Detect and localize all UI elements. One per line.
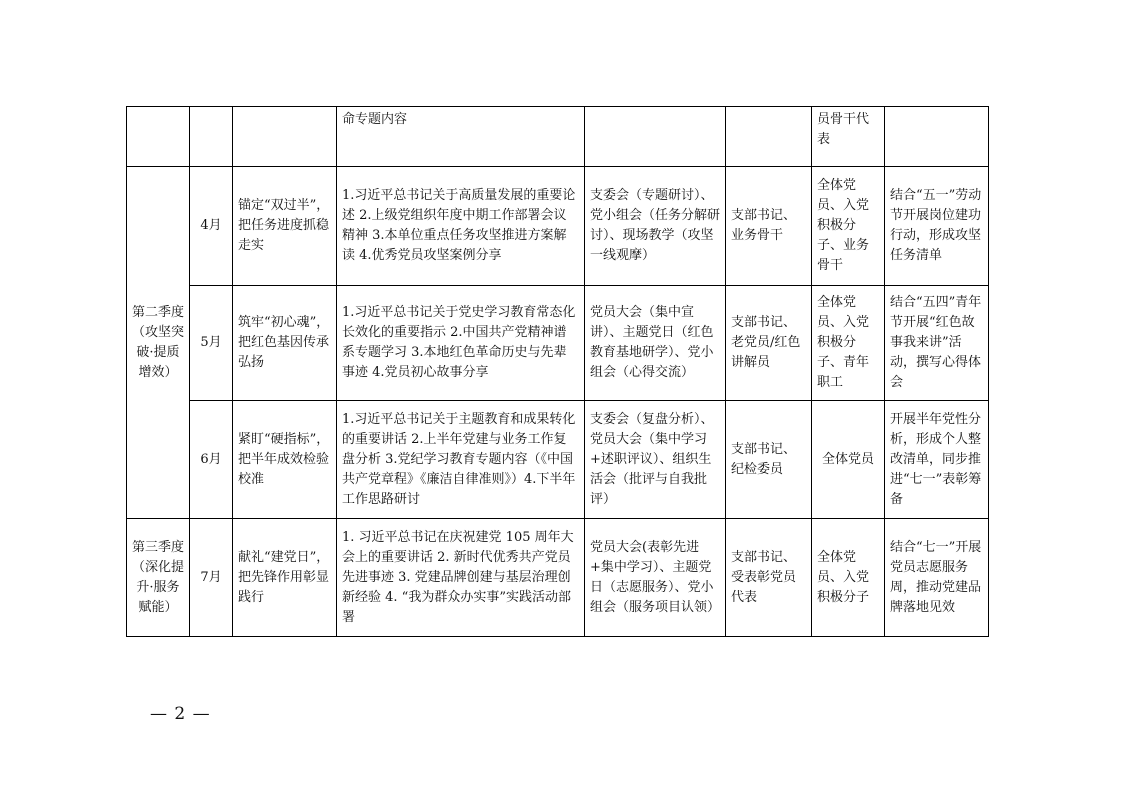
- quarter-label: 第三季度（深化提升·服务赋能）: [127, 519, 190, 637]
- table-row-continued: [127, 107, 989, 167]
- month-cell-empty: [190, 107, 233, 167]
- study-plan-table: [126, 106, 989, 637]
- content-cell: 1. 习近平总书记在庆祝建党 105 周年大会上的重要讲话 2. 新时代优秀共产党员先进事迹 3. 党建品牌创建与基层治理创新经验 4. “我为群众办实事”实践活动部署: [337, 519, 585, 637]
- content-cell: 1.习近平总书记关于高质量发展的重要论述 2.上级党组织年度中期工作部署会议精神 3.本单位重点任务攻坚推进方案解读 4.优秀党员攻坚案例分享: [337, 167, 585, 286]
- participants-cell: 全体党员、入党积极分子、青年职工: [812, 286, 885, 401]
- form-cell-empty: [585, 107, 726, 167]
- table-row: [127, 167, 989, 286]
- table-row: [127, 519, 989, 637]
- participants-cell: 员骨干代表: [812, 107, 885, 167]
- theme-cell: 锚定“双过半”，把任务进度抓稳走实: [233, 167, 337, 286]
- quarter-cell-empty: [127, 107, 190, 167]
- page-number: — 2 —: [150, 704, 211, 724]
- table-row: [127, 286, 989, 401]
- quarter-label: 第二季度（攻坚突破·提质增效）: [127, 167, 190, 519]
- lead-cell: 支部书记、业务骨干: [726, 167, 812, 286]
- month-cell: 6月: [190, 401, 233, 519]
- participants-cell: 全体党员、入党积极分子: [812, 519, 885, 637]
- participants-cell: 全体党员、入党积极分子、业务骨干: [812, 167, 885, 286]
- lead-cell: 支部书记、受表彰党员代表: [726, 519, 812, 637]
- participants-cell: 全体党员: [812, 401, 885, 519]
- notes-cell: 结合“五一”劳动节开展岗位建功行动，形成攻坚任务清单: [885, 167, 989, 286]
- notes-cell-empty: [885, 107, 989, 167]
- month-cell: 7月: [190, 519, 233, 637]
- theme-cell-empty: [233, 107, 337, 167]
- form-cell: 支委会（专题研讨）、党小组会（任务分解研讨）、现场教学（攻坚一线观摩）: [585, 167, 726, 286]
- lead-cell: 支部书记、老党员/红色讲解员: [726, 286, 812, 401]
- theme-cell: 筑牢“初心魂”，把红色基因传承弘扬: [233, 286, 337, 401]
- notes-cell: 结合“五四”青年节开展“红色故事我来讲”活动，撰写心得体会: [885, 286, 989, 401]
- notes-cell: 结合“七一”开展党员志愿服务周，推动党建品牌落地见效: [885, 519, 989, 637]
- month-cell: 5月: [190, 286, 233, 401]
- form-cell: 党员大会(表彰先进+集中学习）、主题党日（志愿服务）、党小组会（服务项目认领）: [585, 519, 726, 637]
- lead-cell: 支部书记、纪检委员: [726, 401, 812, 519]
- theme-cell: 献礼“建党日”，把先锋作用彰显践行: [233, 519, 337, 637]
- content-cell: 1.习近平总书记关于党史学习教育常态化长效化的重要指示 2.中国共产党精神谱系专题学习 3.本地红色革命历史与先辈事迹 4.党员初心故事分享: [337, 286, 585, 401]
- lead-cell-empty: [726, 107, 812, 167]
- table-row: [127, 401, 989, 519]
- content-cell: 1.习近平总书记关于主题教育和成果转化的重要讲话 2.上半年党建与业务工作复盘分析 3.党纪学习教育专题内容（《中国共产党章程》《廉洁自律准则》）4.下半年工作思路研讨: [337, 401, 585, 519]
- theme-cell: 紧盯“硬指标”，把半年成效检验校准: [233, 401, 337, 519]
- content-cell: 命专题内容: [337, 107, 585, 167]
- form-cell: 党员大会（集中宣讲）、主题党日（红色教育基地研学）、党小组会（心得交流）: [585, 286, 726, 401]
- form-cell: 支委会（复盘分析）、党员大会（集中学习+述职评议）、组织生活会（批评与自我批评）: [585, 401, 726, 519]
- notes-cell: 开展半年党性分析，形成个人整改清单，同步推进“七一”表彰筹备: [885, 401, 989, 519]
- month-cell: 4月: [190, 167, 233, 286]
